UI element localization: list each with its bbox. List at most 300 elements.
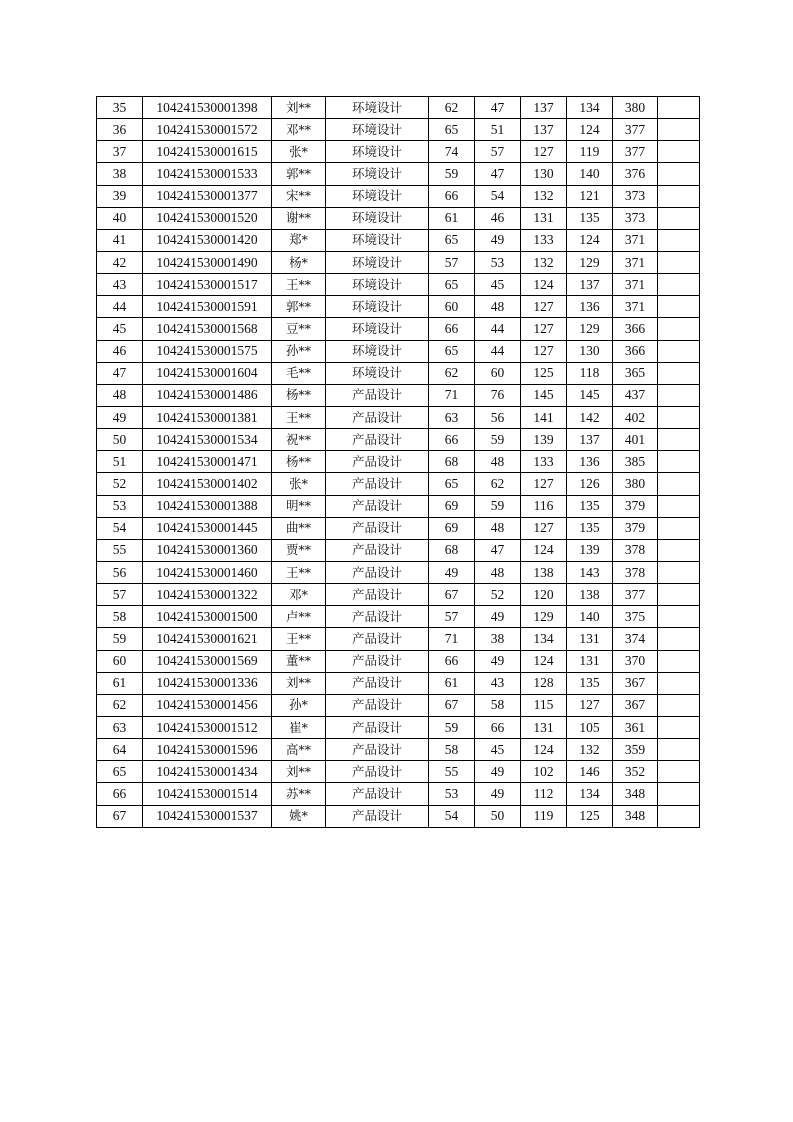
remarks-cell [658, 274, 700, 296]
total-score-cell: 373 [613, 185, 658, 207]
score-subject-2-cell: 145 [567, 384, 613, 406]
score-english-cell: 57 [475, 141, 521, 163]
total-score-cell: 365 [613, 362, 658, 384]
score-politics-cell: 68 [429, 539, 475, 561]
table-row [97, 650, 700, 672]
score-politics-cell: 66 [429, 318, 475, 340]
remarks-cell [658, 672, 700, 694]
score-subject-1-cell: 124 [521, 539, 567, 561]
score-english-cell: 47 [475, 163, 521, 185]
row-number-cell: 64 [97, 739, 143, 761]
total-score-cell: 401 [613, 429, 658, 451]
candidate-name-cell: 崔* [272, 716, 326, 738]
exam-id-cell: 104241530001388 [143, 495, 272, 517]
total-score-cell: 371 [613, 229, 658, 251]
total-score-cell: 367 [613, 672, 658, 694]
major-cell: 产品设计 [326, 451, 429, 473]
score-subject-2-cell: 140 [567, 163, 613, 185]
score-politics-cell: 66 [429, 185, 475, 207]
table-row [97, 429, 700, 451]
exam-id-cell: 104241530001490 [143, 251, 272, 273]
major-cell: 环境设计 [326, 296, 429, 318]
score-subject-2-cell: 137 [567, 429, 613, 451]
score-subject-1-cell: 124 [521, 274, 567, 296]
candidate-name-cell: 邓* [272, 584, 326, 606]
score-subject-2-cell: 131 [567, 650, 613, 672]
candidate-name-cell: 卢** [272, 606, 326, 628]
row-number-cell: 53 [97, 495, 143, 517]
remarks-cell [658, 141, 700, 163]
score-english-cell: 56 [475, 406, 521, 428]
score-english-cell: 45 [475, 274, 521, 296]
score-subject-1-cell: 102 [521, 761, 567, 783]
total-score-cell: 366 [613, 318, 658, 340]
candidate-name-cell: 刘** [272, 97, 326, 119]
total-score-cell: 370 [613, 650, 658, 672]
score-english-cell: 47 [475, 539, 521, 561]
score-subject-1-cell: 116 [521, 495, 567, 517]
exam-id-cell: 104241530001534 [143, 429, 272, 451]
score-english-cell: 43 [475, 672, 521, 694]
exam-id-cell: 104241530001420 [143, 229, 272, 251]
table-row [97, 716, 700, 738]
candidate-name-cell: 谢** [272, 207, 326, 229]
score-english-cell: 59 [475, 429, 521, 451]
score-subject-1-cell: 134 [521, 628, 567, 650]
score-subject-1-cell: 131 [521, 207, 567, 229]
score-subject-1-cell: 132 [521, 251, 567, 273]
remarks-cell [658, 207, 700, 229]
score-subject-2-cell: 126 [567, 473, 613, 495]
candidate-name-cell: 杨** [272, 451, 326, 473]
table-row [97, 119, 700, 141]
remarks-cell [658, 761, 700, 783]
score-politics-cell: 57 [429, 606, 475, 628]
remarks-cell [658, 97, 700, 119]
score-english-cell: 44 [475, 340, 521, 362]
row-number-cell: 41 [97, 229, 143, 251]
candidate-name-cell: 高** [272, 739, 326, 761]
score-subject-2-cell: 134 [567, 97, 613, 119]
candidate-name-cell: 孙** [272, 340, 326, 362]
score-politics-cell: 61 [429, 207, 475, 229]
total-score-cell: 348 [613, 805, 658, 827]
table-row [97, 163, 700, 185]
score-english-cell: 76 [475, 384, 521, 406]
row-number-cell: 38 [97, 163, 143, 185]
score-english-cell: 52 [475, 584, 521, 606]
score-politics-cell: 55 [429, 761, 475, 783]
score-subject-2-cell: 125 [567, 805, 613, 827]
major-cell: 产品设计 [326, 495, 429, 517]
major-cell: 环境设计 [326, 119, 429, 141]
candidate-name-cell: 贾** [272, 539, 326, 561]
row-number-cell: 52 [97, 473, 143, 495]
remarks-cell [658, 406, 700, 428]
exam-id-cell: 104241530001322 [143, 584, 272, 606]
exam-id-cell: 104241530001402 [143, 473, 272, 495]
row-number-cell: 55 [97, 539, 143, 561]
exam-id-cell: 104241530001360 [143, 539, 272, 561]
score-subject-1-cell: 137 [521, 97, 567, 119]
row-number-cell: 59 [97, 628, 143, 650]
score-english-cell: 60 [475, 362, 521, 384]
row-number-cell: 57 [97, 584, 143, 606]
major-cell: 产品设计 [326, 584, 429, 606]
score-english-cell: 46 [475, 207, 521, 229]
total-score-cell: 380 [613, 97, 658, 119]
score-english-cell: 51 [475, 119, 521, 141]
table-row [97, 694, 700, 716]
score-politics-cell: 62 [429, 362, 475, 384]
exam-id-cell: 104241530001533 [143, 163, 272, 185]
candidate-name-cell: 郭** [272, 296, 326, 318]
score-subject-2-cell: 129 [567, 318, 613, 340]
remarks-cell [658, 451, 700, 473]
major-cell: 产品设计 [326, 561, 429, 583]
total-score-cell: 380 [613, 473, 658, 495]
score-subject-1-cell: 133 [521, 451, 567, 473]
score-subject-2-cell: 132 [567, 739, 613, 761]
table-row [97, 141, 700, 163]
candidate-name-cell: 宋** [272, 185, 326, 207]
table-row [97, 517, 700, 539]
row-number-cell: 50 [97, 429, 143, 451]
total-score-cell: 379 [613, 495, 658, 517]
score-subject-1-cell: 129 [521, 606, 567, 628]
row-number-cell: 62 [97, 694, 143, 716]
table-row [97, 362, 700, 384]
remarks-cell [658, 783, 700, 805]
candidate-name-cell: 郭** [272, 163, 326, 185]
major-cell: 环境设计 [326, 274, 429, 296]
major-cell: 环境设计 [326, 251, 429, 273]
score-subject-1-cell: 125 [521, 362, 567, 384]
score-subject-2-cell: 131 [567, 628, 613, 650]
remarks-cell [658, 251, 700, 273]
total-score-cell: 378 [613, 561, 658, 583]
exam-id-cell: 104241530001537 [143, 805, 272, 827]
candidate-name-cell: 姚* [272, 805, 326, 827]
table-row [97, 672, 700, 694]
row-number-cell: 49 [97, 406, 143, 428]
score-subject-1-cell: 127 [521, 141, 567, 163]
candidate-name-cell: 王** [272, 628, 326, 650]
score-subject-2-cell: 121 [567, 185, 613, 207]
remarks-cell [658, 517, 700, 539]
score-politics-cell: 58 [429, 739, 475, 761]
exam-id-cell: 104241530001575 [143, 340, 272, 362]
table-row [97, 318, 700, 340]
score-politics-cell: 67 [429, 694, 475, 716]
total-score-cell: 378 [613, 539, 658, 561]
row-number-cell: 45 [97, 318, 143, 340]
table-row [97, 185, 700, 207]
major-cell: 产品设计 [326, 672, 429, 694]
candidate-name-cell: 刘** [272, 672, 326, 694]
remarks-cell [658, 185, 700, 207]
table-row [97, 207, 700, 229]
table-row [97, 584, 700, 606]
major-cell: 产品设计 [326, 739, 429, 761]
score-subject-1-cell: 137 [521, 119, 567, 141]
candidate-name-cell: 孙* [272, 694, 326, 716]
table-row [97, 761, 700, 783]
candidate-name-cell: 杨** [272, 384, 326, 406]
score-politics-cell: 68 [429, 451, 475, 473]
remarks-cell [658, 561, 700, 583]
score-politics-cell: 65 [429, 340, 475, 362]
row-number-cell: 48 [97, 384, 143, 406]
score-english-cell: 48 [475, 561, 521, 583]
candidate-name-cell: 杨* [272, 251, 326, 273]
total-score-cell: 374 [613, 628, 658, 650]
remarks-cell [658, 318, 700, 340]
row-number-cell: 65 [97, 761, 143, 783]
table-row [97, 561, 700, 583]
table-row [97, 274, 700, 296]
table-row [97, 473, 700, 495]
exam-id-cell: 104241530001471 [143, 451, 272, 473]
exam-id-cell: 104241530001434 [143, 761, 272, 783]
total-score-cell: 375 [613, 606, 658, 628]
score-subject-2-cell: 130 [567, 340, 613, 362]
table-row [97, 406, 700, 428]
exam-id-cell: 104241530001512 [143, 716, 272, 738]
table-row [97, 229, 700, 251]
score-english-cell: 45 [475, 739, 521, 761]
major-cell: 环境设计 [326, 229, 429, 251]
score-subject-1-cell: 112 [521, 783, 567, 805]
exam-id-cell: 104241530001572 [143, 119, 272, 141]
major-cell: 产品设计 [326, 406, 429, 428]
score-politics-cell: 65 [429, 473, 475, 495]
score-politics-cell: 59 [429, 716, 475, 738]
total-score-cell: 359 [613, 739, 658, 761]
score-politics-cell: 67 [429, 584, 475, 606]
table-row [97, 97, 700, 119]
remarks-cell [658, 296, 700, 318]
candidate-name-cell: 刘** [272, 761, 326, 783]
exam-id-cell: 104241530001398 [143, 97, 272, 119]
score-subject-2-cell: 143 [567, 561, 613, 583]
exam-id-cell: 104241530001621 [143, 628, 272, 650]
score-politics-cell: 57 [429, 251, 475, 273]
major-cell: 产品设计 [326, 628, 429, 650]
score-subject-2-cell: 135 [567, 517, 613, 539]
remarks-cell [658, 584, 700, 606]
score-subject-2-cell: 136 [567, 451, 613, 473]
score-english-cell: 50 [475, 805, 521, 827]
exam-id-cell: 104241530001591 [143, 296, 272, 318]
score-subject-1-cell: 133 [521, 229, 567, 251]
score-politics-cell: 53 [429, 783, 475, 805]
major-cell: 环境设计 [326, 362, 429, 384]
score-subject-1-cell: 127 [521, 517, 567, 539]
row-number-cell: 51 [97, 451, 143, 473]
exam-id-cell: 104241530001568 [143, 318, 272, 340]
exam-id-cell: 104241530001381 [143, 406, 272, 428]
table-row [97, 495, 700, 517]
score-politics-cell: 54 [429, 805, 475, 827]
score-english-cell: 49 [475, 229, 521, 251]
score-politics-cell: 65 [429, 274, 475, 296]
score-subject-2-cell: 135 [567, 207, 613, 229]
table-row [97, 340, 700, 362]
exam-id-cell: 104241530001336 [143, 672, 272, 694]
exam-id-cell: 104241530001500 [143, 606, 272, 628]
table-row [97, 783, 700, 805]
table-row [97, 296, 700, 318]
score-english-cell: 49 [475, 606, 521, 628]
total-score-cell: 371 [613, 296, 658, 318]
exam-id-cell: 104241530001445 [143, 517, 272, 539]
remarks-cell [658, 694, 700, 716]
total-score-cell: 367 [613, 694, 658, 716]
remarks-cell [658, 473, 700, 495]
score-subject-1-cell: 139 [521, 429, 567, 451]
score-subject-1-cell: 127 [521, 318, 567, 340]
table-row [97, 628, 700, 650]
total-score-cell: 366 [613, 340, 658, 362]
row-number-cell: 46 [97, 340, 143, 362]
candidate-name-cell: 邓** [272, 119, 326, 141]
score-subject-1-cell: 145 [521, 384, 567, 406]
score-subject-1-cell: 130 [521, 163, 567, 185]
row-number-cell: 54 [97, 517, 143, 539]
row-number-cell: 43 [97, 274, 143, 296]
score-table [96, 96, 700, 828]
score-subject-2-cell: 135 [567, 672, 613, 694]
score-politics-cell: 66 [429, 650, 475, 672]
total-score-cell: 373 [613, 207, 658, 229]
major-cell: 环境设计 [326, 163, 429, 185]
exam-id-cell: 104241530001377 [143, 185, 272, 207]
total-score-cell: 377 [613, 584, 658, 606]
score-politics-cell: 62 [429, 97, 475, 119]
remarks-cell [658, 340, 700, 362]
score-english-cell: 59 [475, 495, 521, 517]
score-politics-cell: 63 [429, 406, 475, 428]
table-row [97, 384, 700, 406]
candidate-name-cell: 曲** [272, 517, 326, 539]
candidate-name-cell: 王** [272, 561, 326, 583]
score-subject-1-cell: 124 [521, 650, 567, 672]
row-number-cell: 40 [97, 207, 143, 229]
exam-id-cell: 104241530001514 [143, 783, 272, 805]
score-subject-2-cell: 124 [567, 119, 613, 141]
major-cell: 环境设计 [326, 318, 429, 340]
score-subject-2-cell: 140 [567, 606, 613, 628]
score-english-cell: 53 [475, 251, 521, 273]
remarks-cell [658, 119, 700, 141]
exam-id-cell: 104241530001456 [143, 694, 272, 716]
row-number-cell: 61 [97, 672, 143, 694]
major-cell: 产品设计 [326, 694, 429, 716]
score-politics-cell: 59 [429, 163, 475, 185]
score-politics-cell: 71 [429, 628, 475, 650]
score-subject-1-cell: 128 [521, 672, 567, 694]
remarks-cell [658, 739, 700, 761]
score-politics-cell: 71 [429, 384, 475, 406]
score-subject-1-cell: 127 [521, 340, 567, 362]
major-cell: 产品设计 [326, 473, 429, 495]
score-english-cell: 48 [475, 451, 521, 473]
score-subject-2-cell: 146 [567, 761, 613, 783]
row-number-cell: 60 [97, 650, 143, 672]
candidate-name-cell: 豆** [272, 318, 326, 340]
exam-id-cell: 104241530001604 [143, 362, 272, 384]
score-subject-1-cell: 138 [521, 561, 567, 583]
score-subject-1-cell: 115 [521, 694, 567, 716]
exam-id-cell: 104241530001596 [143, 739, 272, 761]
row-number-cell: 56 [97, 561, 143, 583]
score-subject-1-cell: 131 [521, 716, 567, 738]
score-english-cell: 49 [475, 650, 521, 672]
candidate-name-cell: 毛** [272, 362, 326, 384]
exam-id-cell: 104241530001615 [143, 141, 272, 163]
score-english-cell: 66 [475, 716, 521, 738]
candidate-name-cell: 张* [272, 141, 326, 163]
remarks-cell [658, 805, 700, 827]
total-score-cell: 377 [613, 141, 658, 163]
score-english-cell: 47 [475, 97, 521, 119]
table-body [97, 97, 700, 828]
score-subject-2-cell: 136 [567, 296, 613, 318]
table-row [97, 739, 700, 761]
table-row [97, 539, 700, 561]
exam-id-cell: 104241530001486 [143, 384, 272, 406]
score-english-cell: 54 [475, 185, 521, 207]
total-score-cell: 348 [613, 783, 658, 805]
row-number-cell: 47 [97, 362, 143, 384]
major-cell: 产品设计 [326, 429, 429, 451]
score-subject-2-cell: 139 [567, 539, 613, 561]
score-politics-cell: 65 [429, 229, 475, 251]
exam-id-cell: 104241530001520 [143, 207, 272, 229]
major-cell: 环境设计 [326, 340, 429, 362]
row-number-cell: 36 [97, 119, 143, 141]
table-row [97, 606, 700, 628]
remarks-cell [658, 495, 700, 517]
major-cell: 产品设计 [326, 539, 429, 561]
remarks-cell [658, 163, 700, 185]
score-politics-cell: 66 [429, 429, 475, 451]
candidate-name-cell: 明** [272, 495, 326, 517]
score-subject-1-cell: 127 [521, 473, 567, 495]
candidate-name-cell: 张* [272, 473, 326, 495]
total-score-cell: 385 [613, 451, 658, 473]
remarks-cell [658, 384, 700, 406]
score-english-cell: 38 [475, 628, 521, 650]
total-score-cell: 361 [613, 716, 658, 738]
remarks-cell [658, 229, 700, 251]
total-score-cell: 437 [613, 384, 658, 406]
major-cell: 产品设计 [326, 783, 429, 805]
remarks-cell [658, 539, 700, 561]
score-politics-cell: 60 [429, 296, 475, 318]
score-english-cell: 49 [475, 761, 521, 783]
exam-id-cell: 104241530001460 [143, 561, 272, 583]
score-subject-2-cell: 124 [567, 229, 613, 251]
total-score-cell: 371 [613, 274, 658, 296]
row-number-cell: 35 [97, 97, 143, 119]
row-number-cell: 44 [97, 296, 143, 318]
score-subject-1-cell: 132 [521, 185, 567, 207]
total-score-cell: 377 [613, 119, 658, 141]
score-english-cell: 48 [475, 296, 521, 318]
candidate-name-cell: 郑* [272, 229, 326, 251]
